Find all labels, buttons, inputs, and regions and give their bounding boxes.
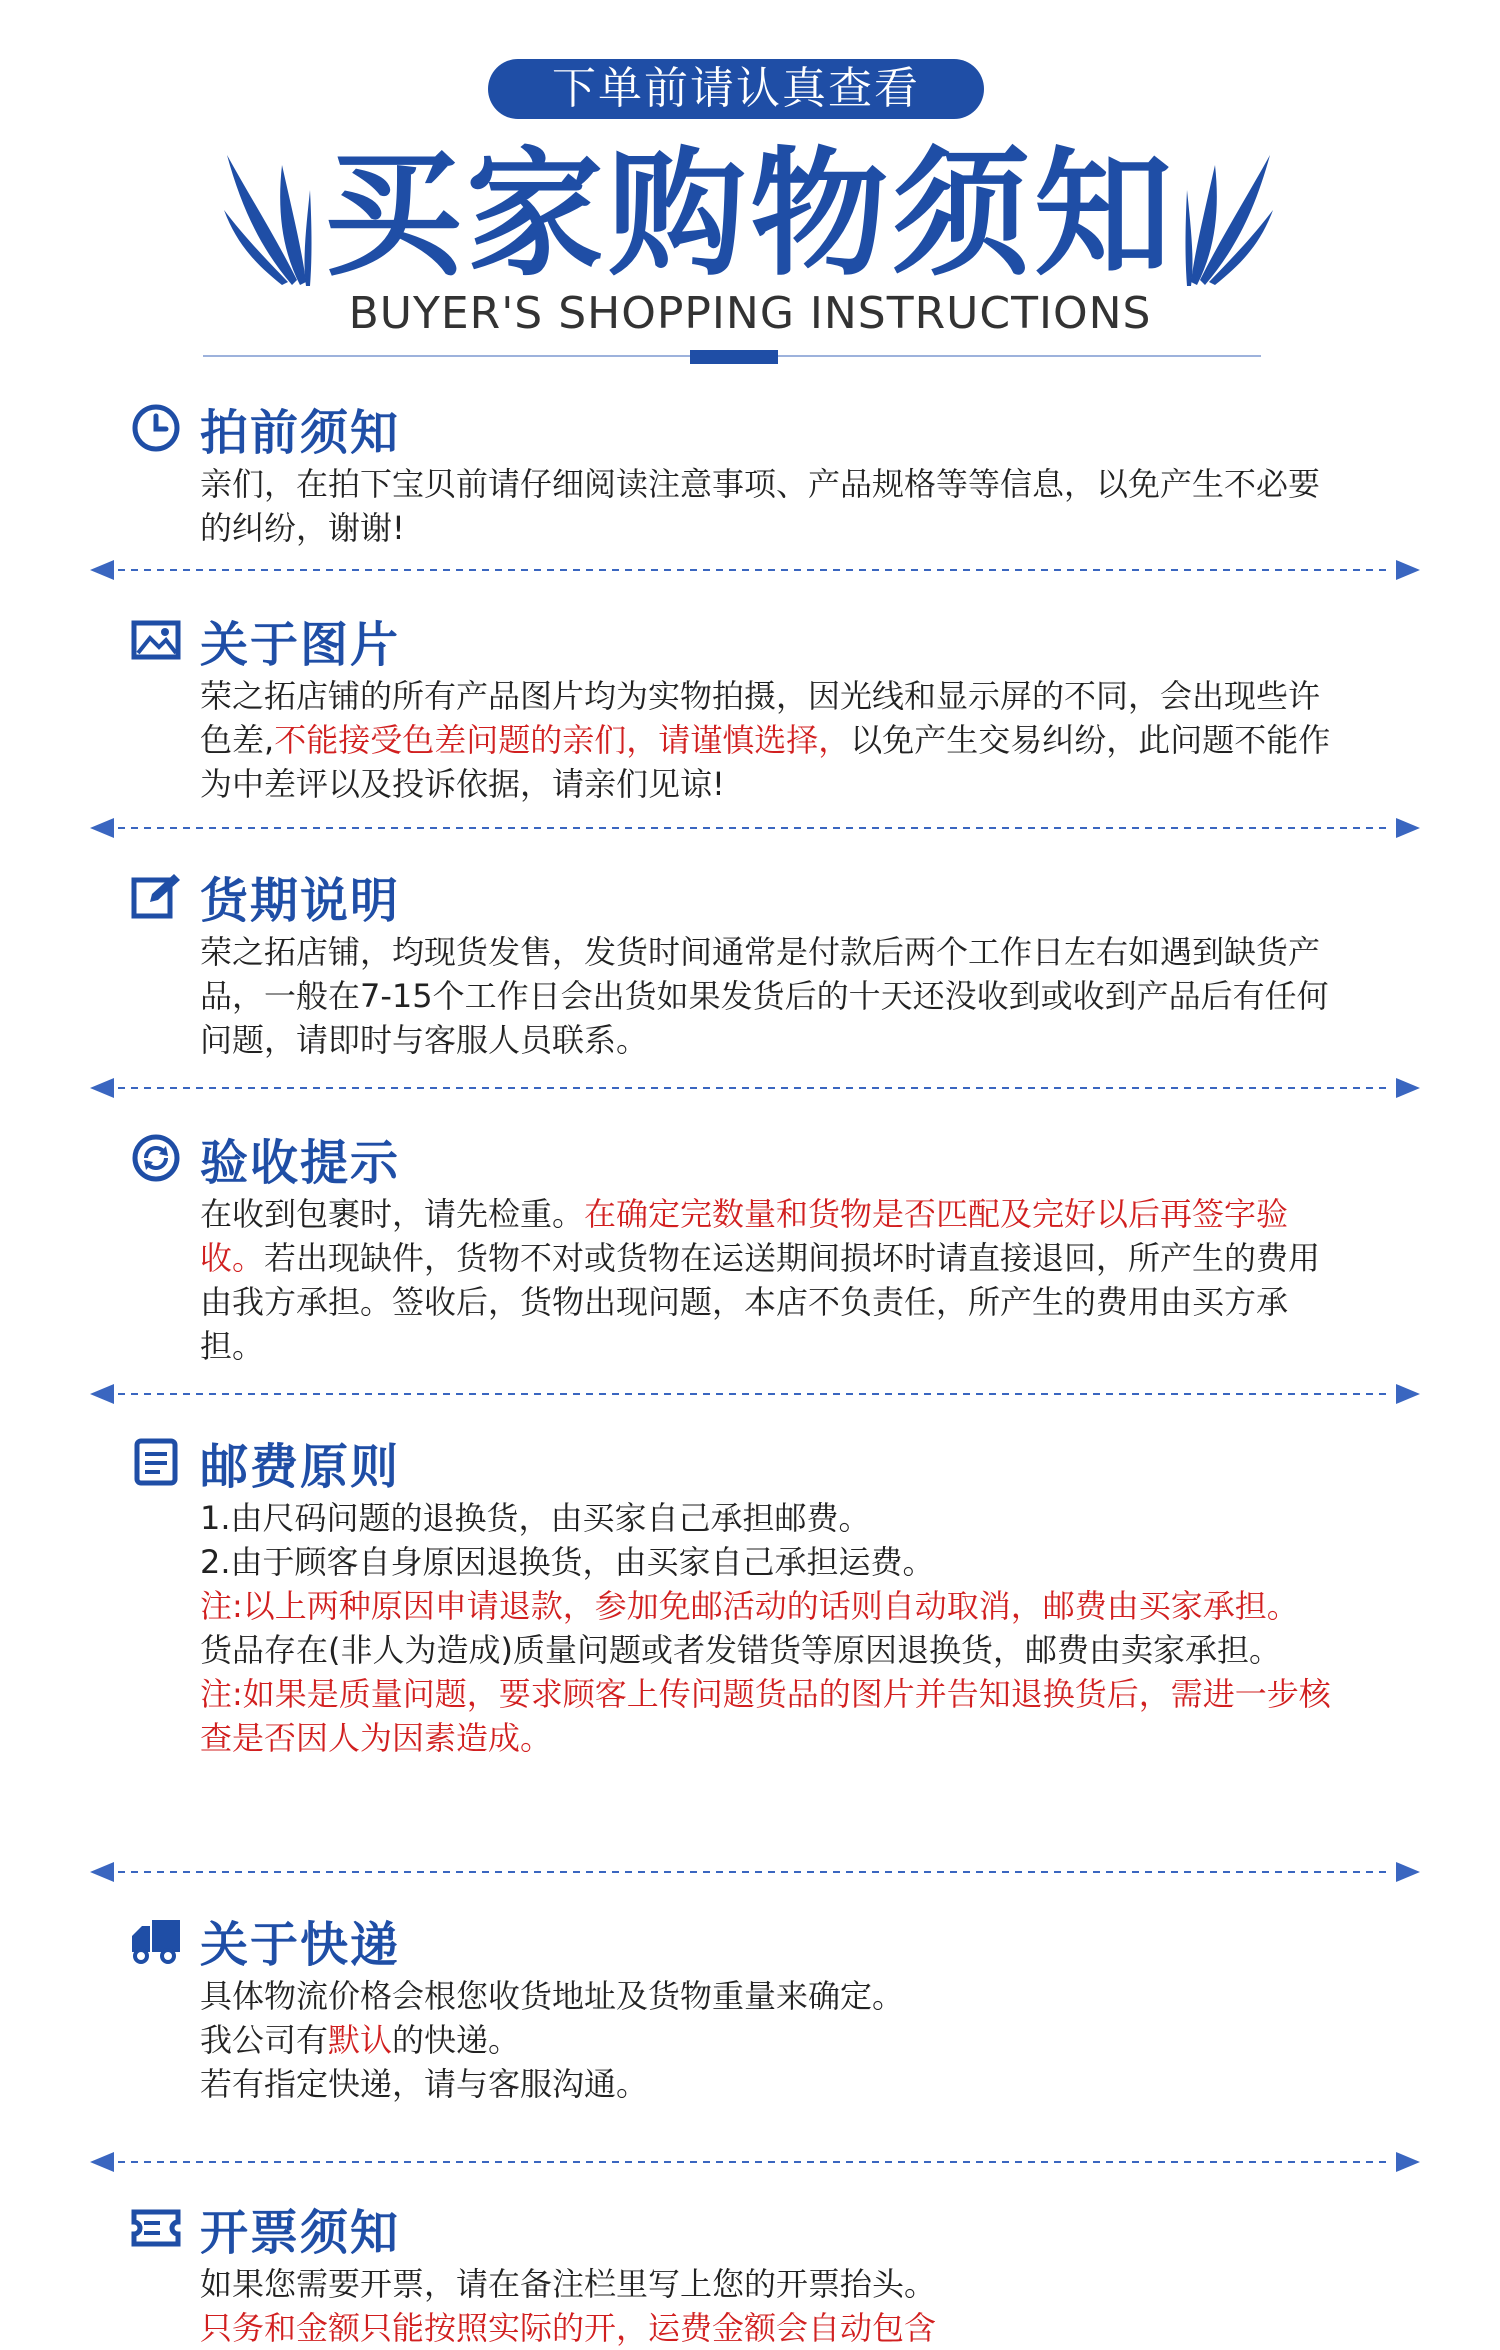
section-title-delivery-time: 货期说明 xyxy=(130,864,400,928)
section-title-courier: 关于快递 xyxy=(130,1908,400,1972)
warning-text: 在确定完数量和货物是否匹配及完好以后再签字验收。 xyxy=(200,1195,1289,1277)
dashed-divider xyxy=(90,816,1420,840)
section-body-shipping-fee: 1.由尺码问题的退换货，由买家自己承担邮费。 2.由于顾客自身原因退换货，由买家自己承担运费。 注:以上两种原因申请退款，参加免邮活动的话则自动取消，邮费由买家承担。 货品存在(非人为造成)质量问题或者发错货等原因退换货，邮费由卖家承担。 注:如果是质量问题，要求顾客上传问题货品的图片并告知退换货后，需进一步核查是否因人为因素造成。 xyxy=(200,1496,1350,1760)
dashed-divider xyxy=(90,2150,1420,2174)
warning-text: 不能接受色差问题的亲们，请谨慎选择， xyxy=(274,721,851,759)
ticket-icon xyxy=(130,2202,182,2254)
warning-text: 只务和金额只能按照实际的开，运费金额会自动包含 xyxy=(200,2309,937,2347)
truck-icon xyxy=(130,1914,182,1966)
document-icon xyxy=(130,1436,182,1488)
section-title-invoice: 开票须知 xyxy=(130,2196,400,2260)
warning-text: 注:以上两种原因申请退款，参加免邮活动的话则自动取消，邮费由买家承担。 xyxy=(200,1587,1299,1625)
section-body-invoice: 如果您需要开票，请在备注栏里写上您的开票抬头。 只务和金额只能按照实际的开，运费金额会自动包含 xyxy=(200,2262,1350,2350)
section-title-about-images: 关于图片 xyxy=(130,608,400,672)
section-body-delivery-time: 荣之拓店铺，均现货发售，发货时间通常是付款后两个工作日左右如遇到缺货产品，一般在7-15个工作日会出货如果发货后的十天还没收到或收到产品后有任何问题，请即时与客服人员联系。 xyxy=(200,933,1329,1059)
section-body-before-purchase: 亲们，在拍下宝贝前请仔细阅读注意事项、产品规格等等信息，以免产生不必要的纠纷，谢谢! xyxy=(200,465,1321,547)
dashed-divider xyxy=(90,1860,1420,1884)
section-title-before-purchase: 拍前须知 xyxy=(130,396,400,460)
section-body-courier: 具体物流价格会根您收货地址及货物重量来确定。 我公司有默认的快递。 若有指定快递，请与客服沟通。 xyxy=(200,1977,905,2103)
clock-icon xyxy=(130,402,182,454)
right-leaf-icon xyxy=(1185,150,1275,290)
dashed-divider xyxy=(90,558,1420,582)
section-title-inspection: 验收提示 xyxy=(130,1126,400,1190)
dashed-divider xyxy=(90,1382,1420,1406)
section-body-inspection: 在收到包裹时，请先检重。在确定完数量和货物是否匹配及完好以后再签字验收。若出现缺件，货物不对或货物在运送期间损坏时请直接退回，所产生的费用由我方承担。签收后，货物出现问题，本店不负责任，所产生的费用由买方承担。 xyxy=(200,1195,1321,1365)
edit-icon xyxy=(130,870,182,922)
header-pill: 下单前请认真查看 xyxy=(488,59,984,119)
image-icon xyxy=(130,614,182,666)
section-title-shipping-fee: 邮费原则 xyxy=(130,1430,400,1494)
refresh-icon xyxy=(130,1132,182,1184)
warning-text: 注:如果是质量问题，要求顾客上传问题货品的图片并告知退换货后，需进一步核查是否因人为因素造成。 xyxy=(200,1675,1331,1757)
dashed-divider xyxy=(90,1076,1420,1100)
page-title: 买家购物须知 xyxy=(323,134,1176,295)
page-subtitle: BUYER'S SHOPPING INSTRUCTIONS xyxy=(348,288,1152,339)
section-body-about-images: 荣之拓店铺的所有产品图片均为实物拍摄，因光线和显示屏的不同，会出现些许色差,不能接受色差问题的亲们，请谨慎选择，以免产生交易纠纷，此问题不能作为中差评以及投诉依据，请亲们见谅! xyxy=(200,677,1331,803)
warning-text: 默认 xyxy=(328,2021,393,2059)
header-rule-accent xyxy=(690,350,778,364)
